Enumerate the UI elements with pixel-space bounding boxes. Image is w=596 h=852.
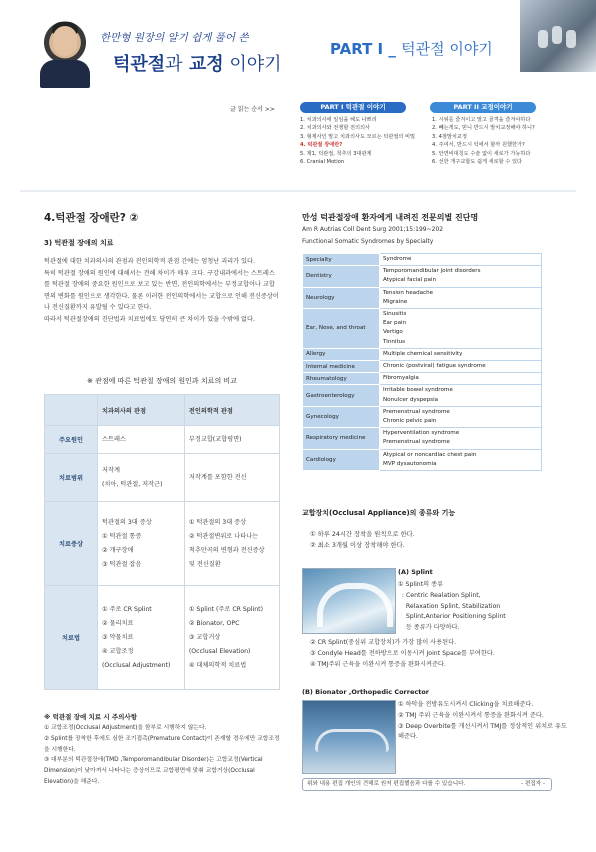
toc-item[interactable]: 5. 제1, 턱관절, 척추의 3대관계 — [300, 150, 372, 157]
citation: Am R Autrias Coll Dent Surg 2001;15:199~202 — [302, 226, 444, 233]
syndrome-line: Fibromyalgia — [383, 375, 419, 382]
specialty-cell: Allergy — [303, 348, 380, 360]
splint-more-line: ② CR Splint(중심위 교합장치)가 가장 많이 사용된다. — [310, 639, 457, 646]
appliance-item: ② 최소 3개월 이상 장착해야 한다. — [310, 541, 405, 549]
header-subtitle: 한만형 원장의 알기 쉽게 풀어 쓴 — [100, 32, 249, 44]
table-cell — [184, 586, 279, 690]
bionator-text — [398, 700, 570, 743]
toc-part1-list — [300, 116, 425, 166]
row-label: 치료증상 — [45, 502, 98, 586]
syndrome-cell — [380, 348, 542, 360]
cell-line: 저작계를 포함한 전신 — [188, 473, 247, 481]
syndrome-line: Tinnitus — [383, 338, 406, 345]
footer-signature: - 편집자 - — [521, 781, 545, 787]
splint-line: Splint,Anterior Positioning Splint — [398, 613, 506, 621]
syndrome-line: Hyperventilation syndrome — [383, 430, 460, 437]
part-label: PART I _ — [330, 40, 402, 58]
toc-item[interactable]: 3. 형제사인 말고 치과의사도 모르는 턱관절의 비밀 — [300, 133, 416, 140]
specialty-cell: Dentistry — [303, 266, 380, 287]
cell-line: 및 전신질환 — [188, 560, 221, 568]
spec-header: Syndrome — [380, 254, 542, 266]
syndrome-line: Tension headache — [383, 289, 434, 296]
footer-note-text: 위와 내용 편집 개인의 견해로 원저 편집했음과 다를 수 있습니다. — [307, 781, 466, 787]
syndrome-line: Ear pain — [383, 320, 407, 327]
notes-list — [44, 723, 280, 788]
specialty-cell: Respiratory medicine — [303, 428, 380, 449]
row-label: 치료법 — [45, 586, 98, 690]
title-part1: 턱관절 — [113, 54, 166, 75]
toc-label: 글 읽는 순서 >> — [230, 106, 275, 113]
subsection-title: 3) 턱관절 장애의 치료 — [44, 239, 114, 247]
syndrome-line: Atypical or noncardiac chest pain — [383, 451, 477, 458]
row-label: 치료범위 — [45, 454, 98, 502]
note-item: ① 교합조정(Occlusal Adjustment)을 함부로 시행하지 않는다. — [44, 725, 207, 731]
bionator-title: (B) Bionator ,Orthopedic Corrector — [302, 688, 430, 696]
footer-note — [302, 778, 552, 791]
specialty-table — [302, 253, 542, 471]
header-title — [113, 50, 282, 76]
table-cell — [184, 426, 279, 454]
toc-item[interactable]: 6. 선한 개구교합도 쉽게 새로할 수 있다 — [432, 159, 523, 166]
table-subtitle: Functional Somatic Syndromes by Specialty — [302, 238, 434, 245]
appliance-item: ① 하루 24시간 장착을 원칙으로 한다. — [310, 531, 415, 538]
cell-line: 척추만곡의 변형과 전신증상 — [188, 546, 265, 554]
toc-item[interactable]: 1. 시위를 즐겨이고 말고 골격을 즐겨야하다 — [432, 117, 531, 123]
syndrome-cell — [380, 406, 542, 427]
splint-photo — [302, 568, 396, 634]
title-part4: 이야기 — [223, 54, 282, 75]
toc-item[interactable]: 2. 치과의사와 전쟁할 전의의사 — [300, 125, 371, 132]
paragraph-line: 따라서 턱관절장애의 진단법과 치료법에도 당연히 큰 차이가 있을 수밖에 없다. — [44, 315, 255, 323]
syndrome-line: Migraine — [383, 298, 408, 305]
syndrome-cell — [380, 361, 542, 373]
table-header: 전인의학적 관점 — [184, 395, 279, 426]
cell-line: ② 턱관절변위로 나타나는 — [188, 532, 259, 540]
toc-part1-pill[interactable]: PART I 턱관절 이야기 — [300, 102, 406, 113]
cell-line: ② 개구장애 — [102, 546, 134, 554]
toc-part2-list — [432, 116, 562, 166]
cell-line: ① 턱관절의 3대 증상 — [188, 518, 247, 526]
cell-line: ③ 교합거상 — [188, 633, 221, 641]
splint-line: ① Splint의 종류 — [398, 581, 444, 588]
bionator-line: ① 하악을 전방유도시켜서 Clicking을 치료해준다. — [398, 701, 534, 708]
syndrome-line: Atypical facial pain — [383, 277, 437, 284]
table-cell — [98, 502, 185, 586]
specialty-cell: Internal medicine — [303, 361, 380, 373]
section-title: 4.턱관절 장애란? ② — [44, 212, 139, 224]
cell-line: ② 물리치료 — [102, 619, 134, 627]
table-corner — [45, 395, 98, 426]
specialty-cell: Gynecology — [303, 406, 380, 427]
toc-item[interactable]: 3. 4점발치교정 — [432, 133, 467, 140]
splint-line: 등 종류가 다양하다. — [398, 624, 460, 632]
cell-line: ② Bionator, OPC — [188, 619, 240, 627]
toc-item[interactable]: 1. 치과의사에 일임을 해도 나쁘리 — [300, 117, 377, 123]
bionator-photo — [302, 700, 396, 774]
cell-line: (치아, 턱관절, 저작근) — [102, 480, 163, 488]
syndrome-cell — [380, 287, 542, 308]
paragraph-line: 특히 턱관절 장애의 원인에 대해서는 견해 차이가 매우 크다. 구강내과에서는 스트레스를 턱관절 장애의 중요한 원인으로 보고 있는 반면, 전인의학에서는 부정교합이나 교합면의 변화를 원인으로 생각한다. 물론 이러한 전인의학에서는 교합으로 인해 전신증상이나 전신질환까지 유발될 수 있다고 한다. — [44, 269, 279, 312]
note-item: ③ 대부분의 턱관절장애(TMD ,Temporomandibular Disorder)는 고합교정(Vertical Dimension)이 낮아져서 나타나는 증상이므로 교합평면에 맞춰 교합거상(Occlusal Elevation)을 해준다. — [44, 757, 263, 785]
table-header: 치과의사의 관점 — [98, 395, 185, 426]
title-part3: 교정 — [188, 54, 224, 75]
part-header — [330, 38, 493, 59]
cell-line: ④ 교합조정 — [102, 647, 134, 655]
splint-title: (A) Splint — [398, 568, 433, 576]
note-item: ② Splint를 장착한 후에도 심한 조기접촉(Premature Contact)이 존재할 경우에만 교합조정을 시행한다. — [44, 735, 280, 753]
part-title: 턱관절 이야기 — [401, 40, 493, 58]
splint-text — [398, 580, 568, 634]
syndrome-line: Premenstrual syndrome — [383, 439, 450, 446]
row-label: 주요원인 — [45, 426, 98, 454]
splint-line: : Centric Realation Splint, — [398, 591, 481, 599]
toc-part2-pill[interactable]: PART II 교정이야기 — [430, 102, 536, 113]
syndrome-cell — [380, 373, 542, 385]
cell-line: ① 주로 CR Splint — [102, 605, 152, 613]
cell-line: ① 턱관절 통증 — [102, 532, 142, 540]
comparison-table — [44, 394, 280, 690]
toc-item[interactable]: 4. 주여서, 반드시 턱에서 할까 원했한가? — [432, 142, 525, 149]
cell-line: (Occlusal Elevation) — [188, 647, 251, 655]
syndrome-line: Premenstrual syndrome — [383, 408, 450, 415]
syndrome-cell — [380, 449, 542, 470]
toc-item[interactable]: 6. Cranial Motion — [300, 159, 345, 166]
table-cell — [98, 454, 185, 502]
bionator-line: ③ Deep Overbite를 개선시켜서 TMJ를 정상적인 위치로 유도해준다. — [398, 722, 567, 741]
syndrome-line: Nonulcer dyspepsia — [383, 396, 439, 403]
specialty-cell: Cardiology — [303, 449, 380, 470]
appliance-list — [310, 530, 415, 551]
appliance-title: 교합장치(Occlusal Appliance)의 종류와 기능 — [302, 509, 456, 517]
specialty-cell: Neurology — [303, 287, 380, 308]
paragraph-line: 턱관절에 대한 치과의사의 관점과 전인의학적 관점 간에는 엄청난 괴리가 있다. — [44, 258, 255, 265]
author-portrait — [40, 18, 90, 88]
table-cell — [98, 586, 185, 690]
bionator-line: ② TMJ 주위 근육을 이완시켜서 통증을 완화시켜 준다. — [398, 711, 544, 719]
syndrome-line: Multiple chemical sensitivity — [383, 350, 463, 357]
table-cell — [184, 502, 279, 586]
table-cell — [98, 426, 185, 454]
cell-line: 부정교합(교합평면) — [188, 435, 242, 443]
syndrome-line: MVP dysautonomia — [383, 460, 437, 467]
table-cell — [184, 454, 279, 502]
cell-line: (Occlusal Adjustment) — [102, 661, 171, 669]
specialty-cell: Gastroenterology — [303, 385, 380, 406]
cell-line: 스트레스 — [102, 435, 126, 443]
splint-more-line: ④ TMJ주위 근육을 이완시켜 통증을 완화시켜준다. — [310, 660, 446, 668]
syndrome-cell — [380, 428, 542, 449]
xray-image — [520, 0, 596, 72]
syndrome-line: Chronic pelvic pain — [383, 418, 437, 425]
cell-line: ③ 약물치료 — [102, 633, 134, 641]
syndrome-line: Temporomandibular joint disorders — [383, 268, 481, 275]
syndrome-cell — [380, 385, 542, 406]
toc-item[interactable]: 2. 빼는게도, 믿니 반드시 발치교정해야 하니? — [432, 125, 535, 132]
syndrome-line: Chronic (postviral) fatigue syndrome — [383, 363, 486, 370]
toc-item[interactable]: 4. 턱관절 장애란? — [300, 142, 343, 149]
toc-item[interactable]: 5. 안면비대칭도 수술 없이 새로가 가능하다 — [432, 150, 531, 157]
notes-title: ※ 턱관절 장애 치료 시 주의사항 — [44, 713, 137, 721]
specialty-cell: Ear, Nose, and throat — [303, 309, 380, 349]
splint-more-line: ③ Condyle Head를 전하방으로 이동시켜 Joint Space를 부여한다. — [310, 649, 495, 657]
body-paragraph — [44, 256, 280, 326]
splint-line: Relaxation Splint, Stabilization — [398, 602, 501, 610]
cell-line: ① Splint (주로 CR Splint) — [188, 605, 263, 613]
splint-more — [310, 638, 570, 670]
cell-line: 저작계 — [102, 466, 120, 474]
title-part2: 과 — [165, 54, 183, 75]
syndrome-cell — [380, 266, 542, 287]
spec-header: Specialty — [303, 254, 380, 266]
cell-line: ③ 턱관절 잡음 — [102, 560, 142, 568]
cell-line: 턱관절의 3대 증상 — [102, 518, 152, 526]
syndrome-cell — [380, 309, 542, 349]
syndrome-line: Vertigo — [383, 329, 403, 336]
table-caption: ※ 관점에 따른 턱관절 장애의 원인과 치료의 비교 — [87, 377, 237, 385]
right-title: 만성 턱관절장애 환자에게 내려진 전문의별 진단명 — [302, 213, 479, 222]
syndrome-line: Sinusitis — [383, 311, 407, 318]
divider — [20, 190, 576, 192]
cell-line: ④ 대체의학적 치료법 — [188, 661, 247, 669]
specialty-cell: Rheumatology — [303, 373, 380, 385]
syndrome-line: Irritable bowel syndrome — [383, 387, 453, 394]
